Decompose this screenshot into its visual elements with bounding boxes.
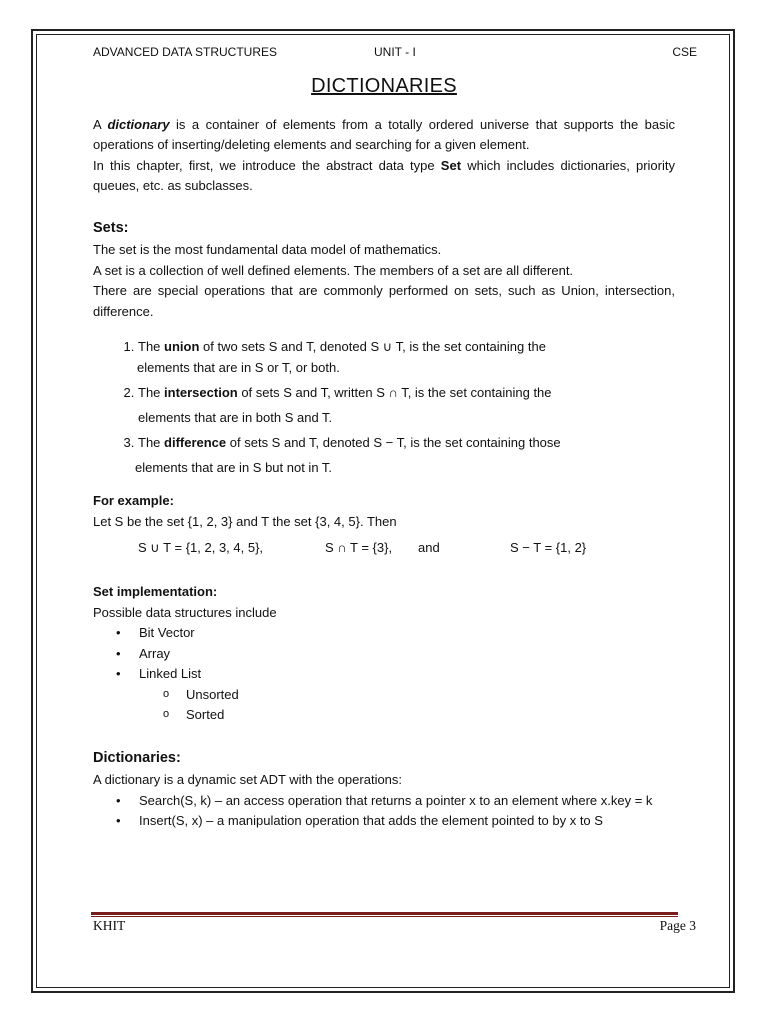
- list-item: • Linked List o Unsorted o Sorted: [139, 664, 675, 726]
- term-set: Set: [440, 157, 462, 173]
- dictionary-operations-list: [93, 791, 675, 832]
- dictionaries-heading: Dictionaries:: [93, 749, 181, 766]
- op-difference: 3. The difference of sets S and T, denoted S − T, is the set containing those elements that are in S but not in T.: [138, 433, 675, 478]
- footer-rule-thin: [91, 916, 678, 917]
- op-intersection: 2. The intersection of sets S and T, written S ∩ T, is the set containing the elements that are in both S and T.: [138, 383, 675, 428]
- sub-list-item: o Unsorted: [186, 685, 675, 706]
- header-dept: CSE: [672, 45, 697, 59]
- example-heading: For example:: [93, 493, 174, 508]
- implementation-line: Possible data structures include: [93, 604, 277, 620]
- sets-line-3: There are special operations that are commonly performed on sets, such as Union, intersection, difference.: [93, 283, 675, 319]
- page-number: Page 3: [659, 918, 696, 933]
- list-item: • Search(S, k) – an access operation that returns a pointer x to an element where x.key = k: [139, 791, 675, 812]
- sets-heading: Sets:: [93, 219, 129, 236]
- header-unit: UNIT - I: [374, 45, 416, 59]
- header-course: ADVANCED DATA STRUCTURES: [93, 45, 278, 59]
- list-item: • Insert(S, x) – a manipulation operation that adds the element pointed to by x to S: [139, 811, 675, 832]
- term-dictionary: dictionary: [107, 116, 170, 132]
- example-union: S ∪ T = {1, 2, 3, 4, 5},: [138, 540, 264, 555]
- example-results: [93, 538, 675, 564]
- sets-line-1: The set is the most fundamental data model of mathematics.: [93, 242, 442, 257]
- footer-rule: [91, 912, 678, 915]
- example-intersection: S ∩ T = {3},: [325, 540, 393, 555]
- example-and: and: [418, 540, 440, 555]
- intro-paragraph-1: A dictionary is a container of elements from a totally ordered universe that supports the basic operations of inserting/deleting elements and searching for a given element.: [93, 116, 675, 152]
- running-header: [93, 42, 697, 62]
- intro-paragraph-2: In this chapter, first, we introduce the abstract data type Set which includes dictionaries, priority queues, etc. as subclasses.: [93, 157, 675, 193]
- page-title: DICTIONARIES: [311, 75, 457, 97]
- page-content: [93, 42, 697, 832]
- footer-institution: KHIT: [93, 918, 126, 933]
- list-item: • Bit Vector: [139, 623, 675, 644]
- sets-line-2: A set is a collection of well defined elements. The members of a set are all different.: [93, 262, 574, 278]
- op-union: 1. The union of two sets S and T, denoted S ∪ T, is the set containing the elements that are in S or T, or both.: [138, 337, 675, 378]
- set-operations-list: [93, 337, 675, 478]
- linked-list-sublist: [139, 685, 675, 726]
- implementation-list: [93, 623, 675, 726]
- implementation-heading: Set implementation:: [93, 584, 218, 599]
- dictionaries-line: A dictionary is a dynamic set ADT with the operations:: [93, 772, 403, 787]
- example-difference: S − T = {1, 2}: [510, 540, 587, 555]
- sub-list-item: o Sorted: [186, 705, 675, 726]
- example-line: Let S be the set {1, 2, 3} and T the set {3, 4, 5}. Then: [93, 513, 397, 529]
- list-item: • Array: [139, 644, 675, 665]
